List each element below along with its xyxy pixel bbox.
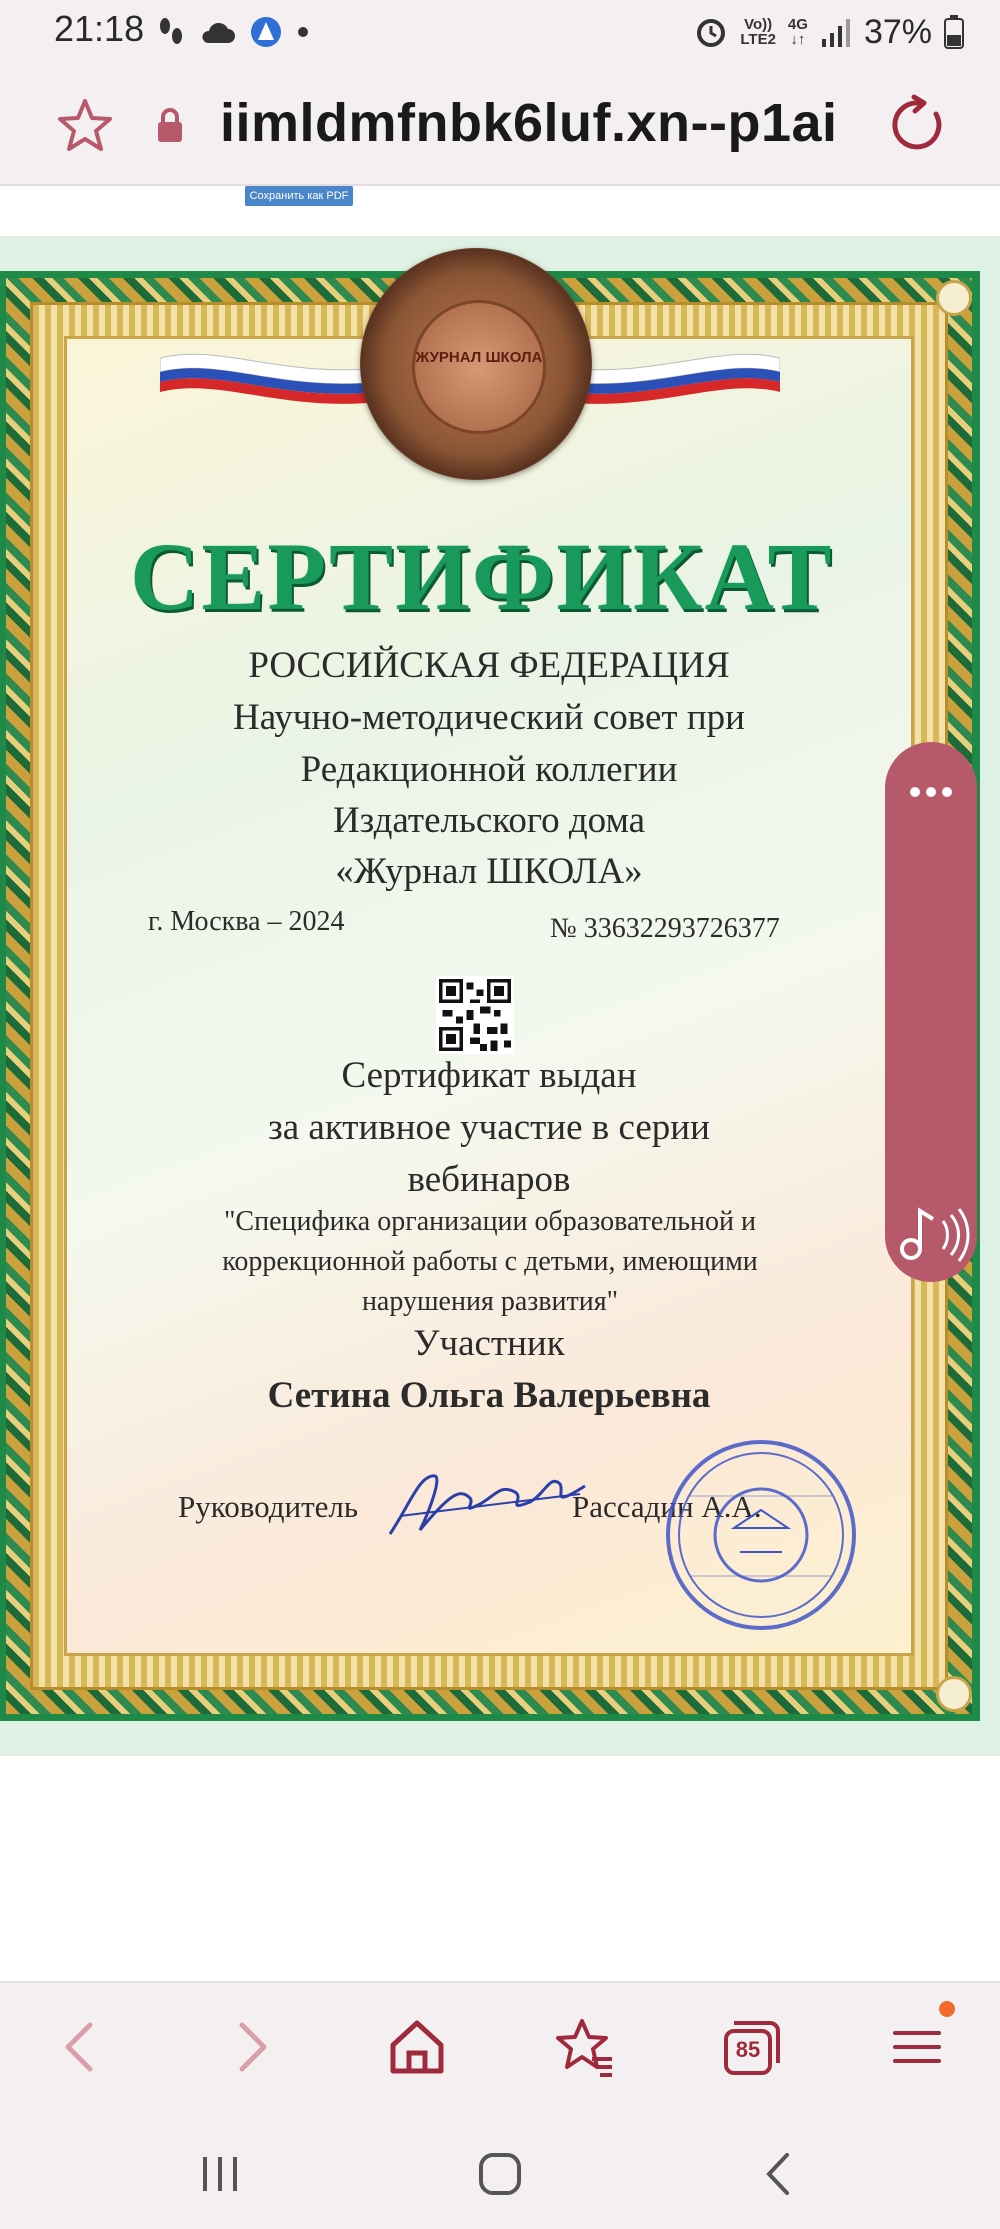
org-line: Научно-методический совет при	[233, 697, 745, 738]
signature-icon	[380, 1464, 590, 1542]
certificate-title: СЕРТИФИКАТ	[130, 523, 834, 630]
issued-line: за активное участие в серии	[268, 1107, 710, 1148]
more-options-icon[interactable]	[885, 762, 977, 822]
signer-name: Рассадин А.А.	[572, 1489, 762, 1524]
org-line: «Журнал ШКОЛА»	[335, 851, 643, 892]
role-label: Участник	[413, 1323, 565, 1364]
system-navigation-bar	[0, 2109, 1000, 2229]
system-icons	[694, 10, 964, 54]
corner-ornament	[936, 1676, 972, 1712]
medal-label: ЖУРНАЛ ШКОЛА	[415, 349, 543, 366]
forward-arrow-icon[interactable]	[218, 2015, 282, 2079]
address-bar	[0, 62, 1000, 186]
alarm-icon	[694, 15, 728, 49]
home-icon[interactable]	[385, 2015, 449, 2079]
org-line: Издательского дома	[332, 800, 646, 841]
volte-indicator: Vo)) LTE2	[740, 16, 776, 48]
org-line: Редакционной коллегии	[300, 749, 678, 790]
cloud-icon	[200, 19, 236, 45]
signer-label: Руководитель	[178, 1489, 359, 1524]
web-page	[0, 186, 1000, 1981]
home-button-icon[interactable]	[475, 2149, 525, 2199]
issued-line: вебинаров	[407, 1159, 571, 1200]
browser-bottom-toolbar	[0, 1981, 1000, 2111]
corner-ornament	[936, 280, 972, 316]
notification-dot	[939, 2001, 955, 2017]
topic-line: коррекционной работы с детьми, имеющими	[222, 1246, 758, 1277]
qr-code-icon	[436, 976, 514, 1054]
notification-icons	[156, 14, 310, 50]
menu-button[interactable]	[885, 2015, 949, 2079]
city-year: г. Москва – 2024	[148, 906, 345, 937]
participant-name: Сетина Ольга Валерьевна	[267, 1375, 711, 1416]
certificate-number: № 33632293726377	[550, 913, 780, 944]
flag-ribbon-right	[560, 348, 780, 404]
back-arrow-icon[interactable]	[50, 2015, 114, 2079]
signal-icon	[820, 17, 852, 47]
save-pdf-button[interactable]: Сохранить как PDF	[245, 186, 353, 206]
lock-icon	[155, 106, 185, 146]
bookmark-star-icon[interactable]	[55, 96, 115, 156]
tabs-count: 85	[735, 2037, 761, 2062]
tabs-button[interactable]	[718, 2015, 782, 2079]
battery-percent: 37%	[863, 12, 932, 51]
system-back-icon[interactable]	[755, 2149, 805, 2199]
battery-icon	[944, 15, 964, 49]
certificate	[0, 236, 1000, 1756]
org-line: РОССИЙСКАЯ ФЕДЕРАЦИЯ	[248, 645, 730, 686]
app-badge-icon	[250, 16, 282, 48]
issued-line: Сертификат выдан	[341, 1055, 637, 1096]
topic-line: "Специфика организации образовательной и	[223, 1206, 757, 1237]
network-gen: 4G ↓↑	[787, 16, 808, 48]
read-aloud-icon[interactable]	[891, 1197, 971, 1267]
topic-line: нарушения развития"	[361, 1286, 619, 1317]
status-time: 21:18	[54, 8, 145, 49]
recent-apps-icon[interactable]	[195, 2149, 245, 2199]
reload-icon[interactable]	[888, 94, 950, 156]
url-text[interactable]: iimldmfnbk6luf.xn--p1ai	[220, 93, 838, 153]
menu-icon	[885, 2015, 949, 2079]
bookmarks-icon[interactable]	[552, 2015, 616, 2079]
status-bar	[0, 0, 1000, 62]
floating-side-panel	[885, 742, 977, 1282]
footsteps-icon	[156, 16, 186, 48]
dot-icon	[296, 25, 310, 39]
medal-emblem	[360, 248, 592, 480]
flag-ribbon-left	[160, 348, 380, 404]
official-stamp-icon	[662, 1436, 860, 1634]
